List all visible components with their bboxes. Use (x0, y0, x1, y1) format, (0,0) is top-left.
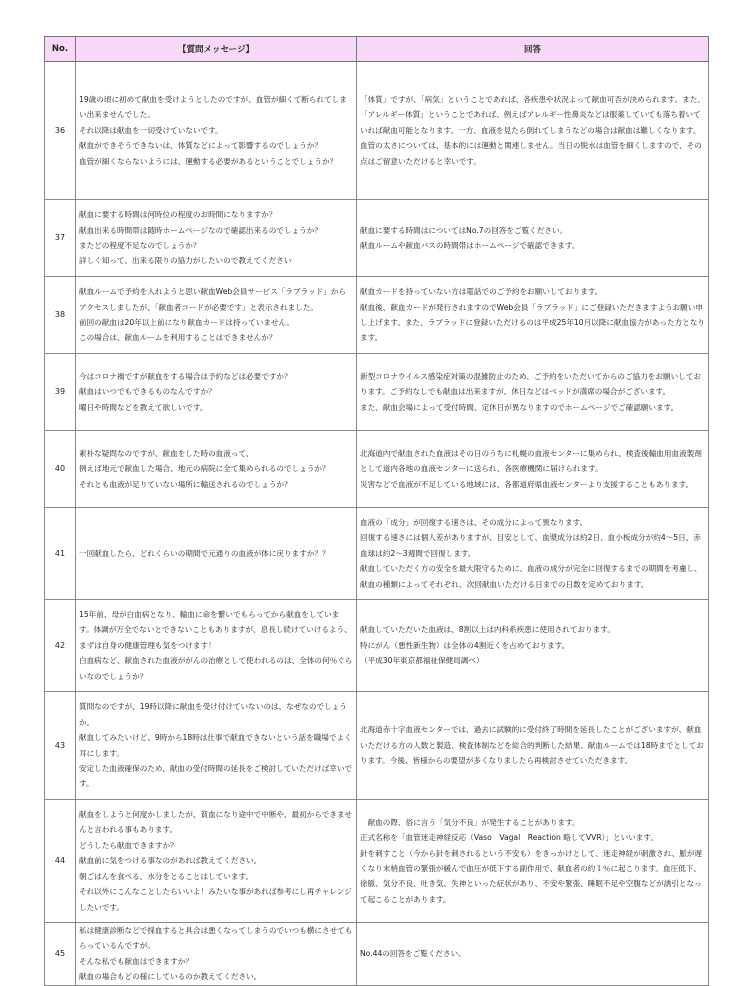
answer-text: 献血の際、俗に言う「気分不良」が発生することがあります。 正式名称を「血管迷走神経反応（Vaso Vagal Reaction 略してVVR）」といいます。 針を刺すこと（今から針を刺されるという不安も）をきっかけとして、迷走神経が刺激され、脈が遅くなり末梢血管の緊張が緩んで血圧が低下する副作用で、献血者の約１％に起こります。血圧低下、徐脈、気分不良、吐き気、失神といった症状があり、不安や緊張、睡眠不足や空腹などが誘引となって起こることがあります。 (360, 817, 703, 904)
row-number: 38 (45, 277, 76, 354)
question-text: 私は健康診断などで採血すると具合は悪くなってしまうのでいつも横にさせてもらっているんですが。 そんな私でも献血はできますか？ 献血の場合もどの様にしているのか教えてください。 (79, 926, 353, 982)
question-text: 質問なのですが、19時以降に献血を受け付けていないのは、なぜなのでしょうか。 献血してみたいけど、9時から18時は仕事で献血できないという話を職場でよく耳にします。 安定した血液確保のため、献血の受付時間の延長をご検討していただけば幸いです。 (79, 702, 353, 789)
answer-cell (357, 600, 709, 692)
row-number: 44 (45, 800, 76, 923)
table-body (45, 62, 709, 986)
answer-cell (357, 354, 709, 431)
answer-cell (357, 508, 709, 600)
answer-text: 北海道赤十字血液センターでは、過去に試験的に受付終了時間を延長したことがございますが、献血いただける方の人数と製造、検査体制などを総合的判断した結果、献血ルームでは18時までとしております。今後、皆様からの要望が多くなりましたら再検討させていただきます。 (360, 725, 704, 766)
answer-cell (357, 277, 709, 354)
answer-text: 献血に要する時間はについてはNo.7の回答をご覧ください。 献血ルームや献血バスの時間帯はホームページで確認できます。 (360, 225, 580, 250)
answer-text: No.44の回答をご覧ください。 (360, 949, 466, 959)
question-cell (76, 600, 357, 692)
question-cell (76, 508, 357, 600)
row-number: 43 (45, 692, 76, 800)
table-row (45, 923, 709, 986)
question-cell (76, 800, 357, 923)
table-row (45, 62, 709, 200)
answer-text: 血液の「成分」が回復する速さは、その成分によって異なります。 回復する速さには個人差がありますが、目安として、血漿成分は約2日、血小板成分が約4～5日、赤血球は約2～3週間で回復します。 献血していただく方の安全を最大限守るために、血液の成分が完全に回復するまでの期間を考慮し、献血の種類によってそれぞれ、次回献血いただける日までの日数を定めております。 (360, 517, 702, 589)
table-header-row (45, 37, 709, 62)
table-row (45, 277, 709, 354)
question-cell (76, 431, 357, 508)
qa-table (44, 36, 709, 986)
question-text: 今はコロナ禍ですが献血をする場合は予約などは必要ですか？ 献血はいつでもできるものなんですか？ 曜日や時間などを教えて欲しいです。 (79, 371, 292, 412)
answer-text: 北海道内で献血された血液はその日のうちに札幌の血液センターに集められ、検査後輸血用血液製剤として道内各地の血液センターに送られ、各医療機関に届けられます。 災害などで血液が不足している地域には、各都道府県血液センターより支援することもあります。 (360, 448, 702, 489)
row-number: 41 (45, 508, 76, 600)
answer-cell (357, 692, 709, 800)
answer-cell (357, 800, 709, 923)
question-cell (76, 692, 357, 800)
answer-cell (357, 62, 709, 200)
answer-text: 「体質」ですが、「病気」ということであれば、各疾患や状況よって献血可否が決められます。また、「アレルギー体質」ということであれば、例えばアレルギー性鼻炎などは服薬していても落ち着いていれば献血可能となります。一方、血液を見たら倒れてしまうなどの場合は献血は難しくなります。 血管の太さについては、基本的には運動と関連しません。当日の脱水は血管を細くしますので、その点はご留意いただけると幸いです。 (360, 94, 705, 166)
row-number: 42 (45, 600, 76, 692)
row-number: 45 (45, 923, 76, 986)
answer-cell (357, 431, 709, 508)
answer-text: 献血していただいた血液は、8割以上は内科系疾患に使用されております。 特にがん（悪性新生物）は全体の4割近くを占めております。 （平成30年東京都福祉保健局調べ） (360, 625, 615, 666)
question-text: 献血をしようと何度かしましたが、貧血になり途中で中断や、最初からできませんと言われる事もあります。 どうしたら献血できますか？ 献血前に気をつける事なのがあれば教えてください。 朝ごはんを食べる、水分をとることはしています。 それ以外にこんなことしたらいいよ！みたいな事があれば参考にし再チャレンジしたいです。 (79, 810, 353, 912)
question-text: 15年前、母が白血病となり、輸血に命を繋いでもらってから献血をしています。体調が万全でないとできないこともありますが、息長し続けていけるよう、まずは自身の健康管理も気をつけます！ 白血病など、献血された血液ががんの治療として使われるのは、全体の何％ぐらいなのでしょうか？ (79, 609, 353, 681)
answer-cell (357, 923, 709, 986)
table-row (45, 692, 709, 800)
question-cell (76, 200, 357, 277)
table-row (45, 600, 709, 692)
header-answer: 回答 (357, 37, 709, 62)
row-number: 36 (45, 62, 76, 200)
question-text: 献血に要する時間は何時位の程度のお時間になりますか？ 献血出来る時間帯は随時ホームページなので確認出来るのでしょうか？ またどの程度不足なのでしょうか？ 詳しく知って、出来る限りの協力がしたいので教えてください (79, 210, 322, 266)
table-row (45, 508, 709, 600)
table-row (45, 800, 709, 923)
question-text: 一回献血したら、どれくらいの期間で元通りの血液が体に戻りますか？？ (79, 548, 330, 558)
question-text: 19歳の頃に初めて献血を受けようとしたのですが、血管が細くて断られてしまい出来ませんでした。 それ以降は献血を一切受けていないです。 献血ができそうできないは、体質などによって影響するのでしょうか？ 血管が細くならないようには、運動する必要があるということでしょうか？ (79, 94, 347, 166)
question-cell (76, 277, 357, 354)
header-no: No. (45, 37, 76, 62)
answer-text: 新型コロナウイルス感染症対策の混雑防止のため、ご予約をいただいてからのご協力をお願いしております。ご予約なしでも献血は出来ますが、休日などはベッドが満席の場合がございます。 また、献血会場によって受付時間、定休日が異なりますのでホームページでご確認願います。 (360, 371, 701, 412)
question-cell (76, 354, 357, 431)
table-row (45, 431, 709, 508)
row-number: 39 (45, 354, 76, 431)
table-row (45, 200, 709, 277)
question-cell (76, 923, 357, 986)
answer-cell (357, 200, 709, 277)
question-text: 素朴な疑問なのですが、献血をした時の血液って、 例えば地元で献血した場合、地元の病院に全て集められるのでしょうか？ それとも血液が足りていない場所に輸送されるのでしょうか？ (79, 448, 330, 489)
qa-document (44, 36, 708, 986)
answer-text: 献血カードを持っていない方は電話でのご予約をお願いしております。 献血後、献血カードが発行されますのでWeb会員「ラブラッド」にご登録いただきますようお願い申し上げます。また、ラブラッドに登録いただけるのは平成25年10月以降に献血協力があった方となります。 (360, 287, 706, 343)
question-cell (76, 62, 357, 200)
question-text: 献血ルームで予約を入れようと思い献血Web会員サービス「ラブラッド」からアクセスしましたが、「献血者コードが必要です」と表示されました。 前回の献血は20年以上前になり献血カードは持っていません。 この場合は、献血ルームを利用することはできませんか？ (79, 287, 346, 343)
header-question: 【質問メッセージ】 (76, 37, 357, 62)
row-number: 40 (45, 431, 76, 508)
table-row (45, 354, 709, 431)
row-number: 37 (45, 200, 76, 277)
